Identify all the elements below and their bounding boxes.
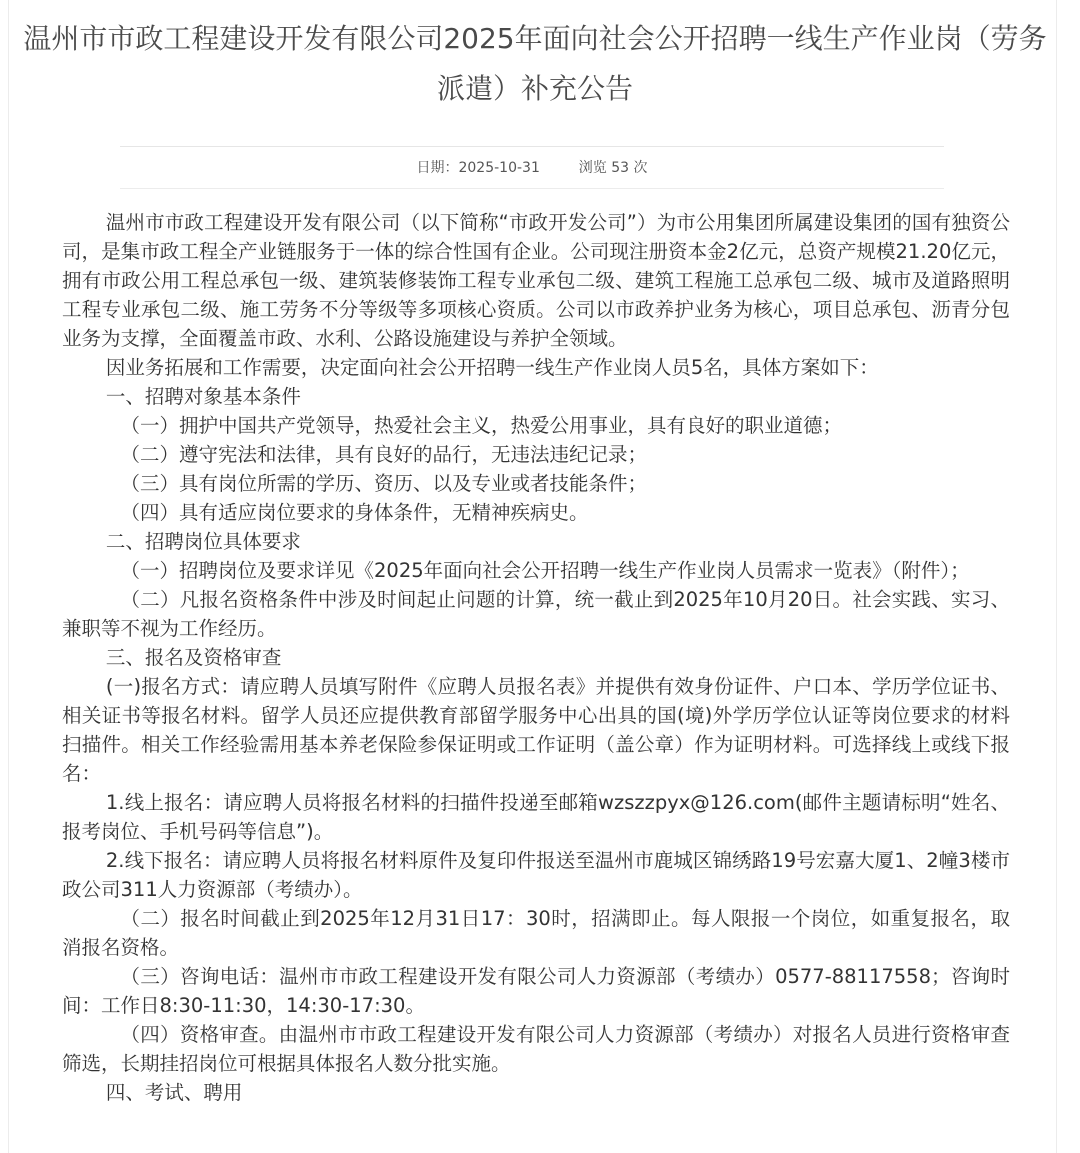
paragraph-condition-3: （三）具有岗位所需的学历、资历、以及专业或者技能条件； (120, 472, 648, 495)
article-meta (120, 158, 944, 178)
paragraph-consultation: （三）咨询电话：温州市市政工程建设开发有限公司人力资源部（考绩办）0577-88117558；咨询时间：工作日8:30-11:30，14:30-17:30。 (62, 965, 1010, 1017)
paragraph-qualification-review: （四）资格审查。由温州市市政工程建设开发有限公司人力资源部（考绩办）对报名人员进行资格审查筛选，长期挂招岗位可根据具体报名人数分批实施。 (62, 1023, 1010, 1075)
meta-divider-bottom (120, 188, 944, 189)
paragraph-intro: 温州市市政工程建设开发有限公司（以下简称“市政开发公司”）为市公用集团所属建设集团的国有独资公司，是集市政工程全产业链服务于一体的综合性国有企业。公司现注册资本金2亿元，总资产规模21.20亿元，拥有市政公用工程总承包一级、建筑装修装饰工程专业承包二级、建筑工程施工总承包二级、城市及道路照明工程专业承包二级、施工劳务不分等级等多项核心资质。公司以市政养护业务为核心，项目总承包、沥青分包业务为支撑，全面覆盖市政、水利、公路设施建设与养护全领域。 (62, 211, 1010, 350)
views-label: 浏览 (578, 160, 607, 176)
article-body (62, 208, 1010, 1107)
paragraph-plan: 因业务拓展和工作需要，决定面向社会公开招聘一线生产作业岗人员5名，具体方案如下： (105, 356, 879, 379)
page-border-right (1056, 0, 1057, 1153)
views-unit: 次 (633, 160, 648, 176)
date-label: 日期： (416, 160, 459, 176)
paragraph-registration-deadline: （二）报名时间截止到2025年12月31日17：30时，招满即止。每人限报一个岗位，如重复报名，取消报名资格。 (62, 907, 1010, 959)
paragraph-condition-4: （四）具有适应岗位要求的身体条件，无精神疾病史。 (120, 501, 589, 524)
paragraph-condition-2: （二）遵守宪法和法律，具有良好的品行，无违法违纪记录； (120, 443, 648, 466)
meta-divider-top (120, 146, 944, 147)
paragraph-requirement-1: （一）招聘岗位及要求详见《2025年面向社会公开招聘一线生产作业岗人员需求一览表》（附件）； (120, 559, 970, 582)
paragraph-registration-method: (一)报名方式：请应聘人员填写附件《应聘人员报名表》并提供有效身份证件、户口本、学历学位证书、相关证书等报名材料。留学人员还应提供教育部留学服务中心出具的国(境)外学历学位认证等岗位要求的材料扫描件。相关工作经验需用基本养老保险参保证明或工作证明（盖公章）作为证明材料。可选择线上或线下报名： (62, 675, 1010, 785)
section-heading-1: 一、招聘对象基本条件 (105, 385, 301, 408)
section-heading-4: 四、考试、聘用 (105, 1081, 243, 1104)
paragraph-condition-1: （一）拥护中国共产党领导，热爱社会主义，热爱公用事业，具有良好的职业道德； (120, 414, 843, 437)
publish-date: 2025-10-31 (458, 160, 540, 176)
article-title: 温州市市政工程建设开发有限公司2025年面向社会公开招聘一线生产作业岗（劳务派遣）补充公告 (23, 22, 1047, 105)
section-heading-3: 三、报名及资格审查 (105, 646, 282, 669)
section-heading-2: 二、招聘岗位具体要求 (105, 530, 301, 553)
paragraph-offline-registration: 2.线下报名：请应聘人员将报名材料原件及复印件报送至温州市鹿城区锦绣路19号宏嘉大厦1、2幢3楼市政公司311人力资源部（考绩办）。 (62, 849, 1010, 901)
view-count: 53 (611, 160, 630, 176)
page-border-left (8, 0, 9, 1153)
paragraph-requirement-2: （二）凡报名资格条件中涉及时间起止问题的计算，统一截止到2025年10月20日。社会实践、实习、兼职等不视为工作经历。 (62, 588, 1010, 640)
paragraph-online-registration: 1.线上报名：请应聘人员将报名材料的扫描件投递至邮箱wzszzpyx@126.com(邮件主题请标明“姓名、报考岗位、手机号码等信息”)。 (62, 791, 1010, 843)
